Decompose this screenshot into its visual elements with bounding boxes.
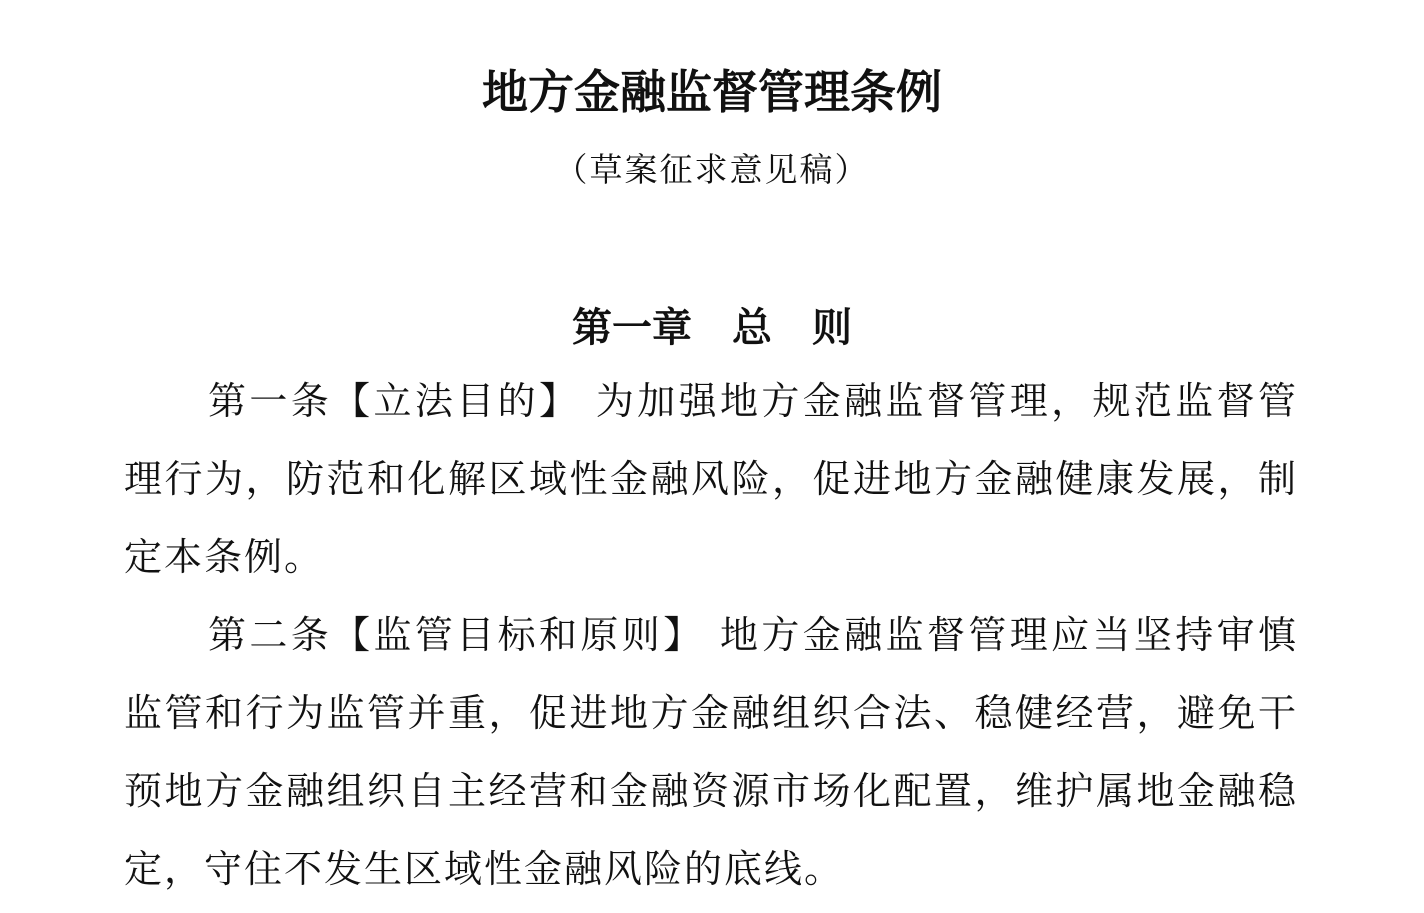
document-subtitle: （草案征求意见稿） xyxy=(554,150,870,189)
article-1: 第一条【立法目的】 为加强地方金融监督管理，规范监督管理行为，防范和化解区域性金融风险，促进地方金融健康发展，制定本条例。 xyxy=(124,379,1298,579)
chapter-heading: 第一章 总 则 xyxy=(572,305,852,351)
document-title: 地方金融监督管理条例 xyxy=(482,65,942,119)
document-body xyxy=(124,362,1298,908)
article-2: 第二条【监管目标和原则】 地方金融监督管理应当坚持审慎监管和行为监管并重，促进地方金融组织合法、稳健经营，避免干预地方金融组织自主经营和金融资源市场化配置，维护属地金融稳定，守住不发生区域性金融风险的底线。 xyxy=(124,613,1298,891)
